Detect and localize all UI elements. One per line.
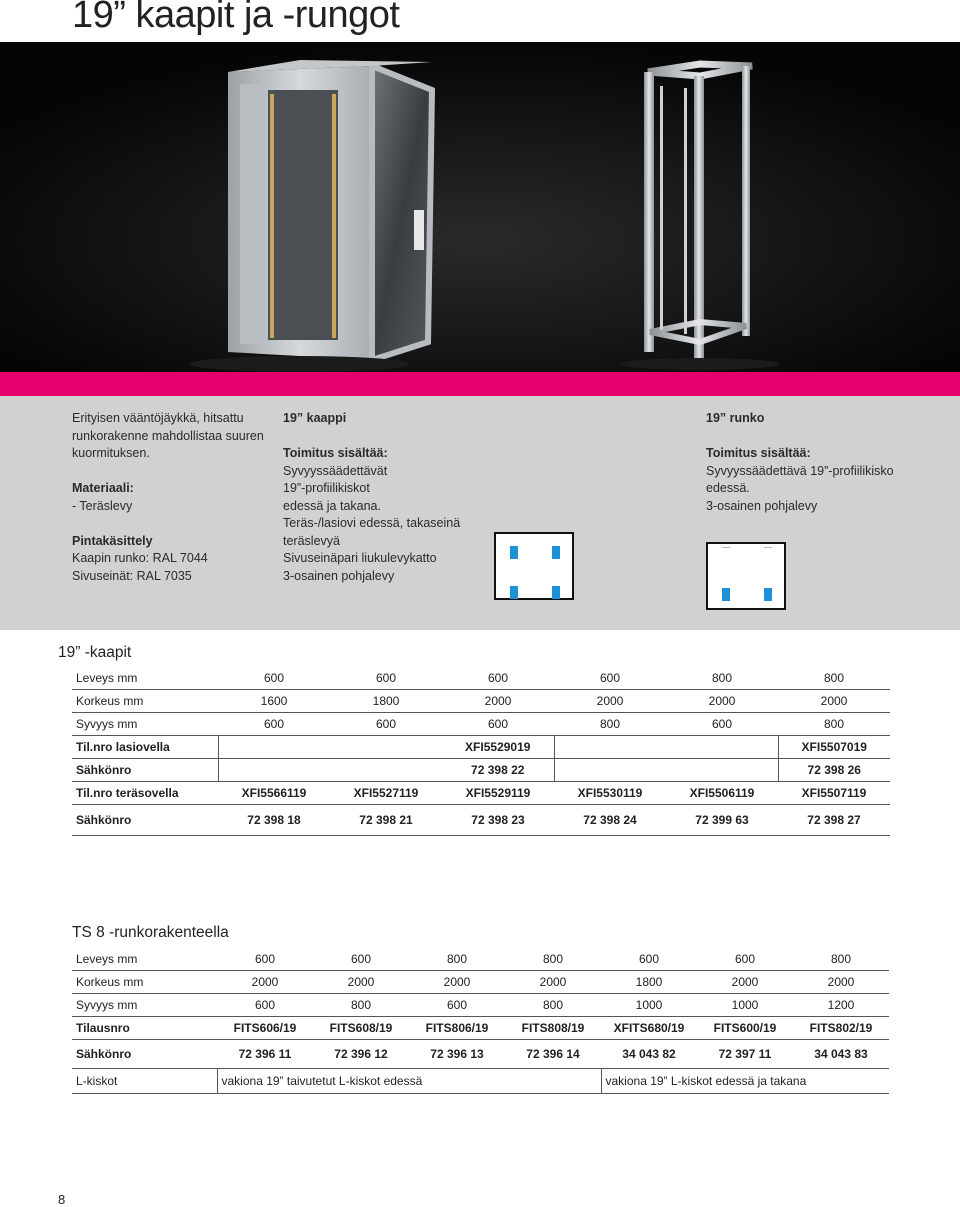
page-title: 19” kaapit ja -rungot	[72, 0, 400, 36]
table-cell: FITS600/19	[697, 1017, 793, 1040]
table-cell: 600	[666, 713, 778, 736]
row-label: Til.nro teräsovella	[72, 782, 218, 805]
table-cell: 1000	[697, 994, 793, 1017]
table-cell: FITS806/19	[409, 1017, 505, 1040]
symbol-square	[510, 586, 518, 599]
table-cell: 1000	[601, 994, 697, 1017]
table-cell: 600	[442, 713, 554, 736]
table-cell: XFI5529119	[442, 782, 554, 805]
table-row	[72, 713, 890, 736]
table-cell: FITS606/19	[217, 1017, 313, 1040]
table-cell: 600	[218, 667, 330, 690]
table-cell: 800	[505, 994, 601, 1017]
table-cell: 72 396 14	[505, 1040, 601, 1069]
table-row	[72, 690, 890, 713]
table-cell: XFI5530119	[554, 782, 666, 805]
cabinet-includes-heading: Toimitus sisältää:	[283, 446, 388, 460]
table-row	[72, 1040, 889, 1069]
table-cell: 2000	[778, 690, 890, 713]
table-cell: 72 398 26	[778, 759, 890, 782]
frame-base-symbol	[706, 542, 786, 610]
table-cell: 2000	[409, 971, 505, 994]
product-photo	[0, 42, 960, 372]
row-label: L-kiskot	[72, 1069, 217, 1094]
table-cell: 2000	[217, 971, 313, 994]
table-cell: 72 399 63	[666, 805, 778, 836]
table-row	[72, 1017, 889, 1040]
table-cell: 2000	[554, 690, 666, 713]
table-cell: 34 043 83	[793, 1040, 889, 1069]
intro-line: kuormituksen.	[72, 446, 150, 460]
table-cell: 72 396 11	[217, 1040, 313, 1069]
accent-bar	[0, 372, 960, 396]
frame-text	[706, 410, 894, 515]
table-cell: XFI5506119	[666, 782, 778, 805]
table-cell: 800	[313, 994, 409, 1017]
cabinet-line: Teräs-/lasiovi edessä, takaseinä	[283, 516, 461, 530]
row-label: Til.nro lasiovella	[72, 736, 218, 759]
table-cell: 600	[554, 667, 666, 690]
table-cell-empty	[218, 759, 442, 782]
surface-line: Kaapin runko: RAL 7044	[72, 551, 208, 565]
table-cell: 600	[313, 948, 409, 971]
table-cell: XFI5507119	[778, 782, 890, 805]
table-cell: 2000	[442, 690, 554, 713]
table-row	[72, 971, 889, 994]
table-cell: 1800	[330, 690, 442, 713]
table-cell: vakiona 19” L-kiskot edessä ja takana	[601, 1069, 889, 1094]
table-cell: 800	[505, 948, 601, 971]
surface-heading: Pintakäsittely	[72, 533, 153, 548]
cabinet-line: teräslevyä	[283, 533, 340, 548]
table-cell-empty	[218, 736, 442, 759]
intro-line: runkorakenne mahdollistaa suuren	[72, 428, 264, 443]
row-label: Syvyys mm	[72, 994, 217, 1017]
table-cell: 600	[697, 948, 793, 971]
table-cell: XFI5507019	[778, 736, 890, 759]
intro-text	[72, 410, 264, 585]
table2-title: TS 8 -runkorakenteella	[72, 924, 229, 941]
material-heading: Materiaali:	[72, 481, 134, 495]
symbol-square	[764, 588, 772, 601]
table-cell: 2000	[505, 971, 601, 994]
symbol-square	[552, 586, 560, 599]
table-cell: 800	[554, 713, 666, 736]
table-cell: 800	[409, 948, 505, 971]
cabinet-text	[283, 410, 460, 585]
table-cell: 600	[601, 948, 697, 971]
table1-title: 19” -kaapit	[58, 644, 132, 661]
table-cell: 72 398 22	[442, 759, 554, 782]
table-row	[72, 805, 890, 836]
row-label: Sähkönro	[72, 1040, 217, 1069]
table-cell: 600	[330, 667, 442, 690]
table-cell: FITS802/19	[793, 1017, 889, 1040]
row-label: Tilausnro	[72, 1017, 217, 1040]
row-label: Sähkönro	[72, 759, 218, 782]
frame-line: 3-osainen pohjalevy	[706, 498, 818, 513]
cabinet-line: 19”-profiilikiskot	[283, 481, 370, 495]
table-row	[72, 994, 889, 1017]
table-cell: 800	[793, 948, 889, 971]
symbol-square	[510, 546, 518, 559]
table-cell: XFI5566119	[218, 782, 330, 805]
row-label: Syvyys mm	[72, 713, 218, 736]
table-cell: 72 398 27	[778, 805, 890, 836]
intro-line: Erityisen vääntöjäykkä, hitsattu	[72, 411, 244, 425]
table-cell: 800	[778, 667, 890, 690]
cabinets-table	[72, 667, 890, 836]
table-cell: FITS808/19	[505, 1017, 601, 1040]
material-value: - Teräslevy	[72, 498, 133, 513]
table-row	[72, 782, 890, 805]
table-cell: 72 398 21	[330, 805, 442, 836]
symbol-square	[552, 546, 560, 559]
table-cell: 600	[218, 713, 330, 736]
frame-heading: 19” runko	[706, 411, 765, 425]
cabinet-line: 3-osainen pohjalevy	[283, 568, 395, 583]
frame-line: edessä.	[706, 481, 750, 495]
table-row	[72, 736, 890, 759]
table-cell: 72 397 11	[697, 1040, 793, 1069]
page-number: 8	[58, 1192, 66, 1207]
table-cell: 600	[330, 713, 442, 736]
table-cell: 2000	[697, 971, 793, 994]
row-label: Korkeus mm	[72, 971, 217, 994]
frames-table	[72, 948, 889, 1094]
table-row	[72, 759, 890, 782]
row-label: Sähkönro	[72, 805, 218, 836]
cabinet-line: Sivuseinäpari liukulevykatto	[283, 551, 437, 565]
table-row	[72, 948, 889, 971]
table-cell: 2000	[666, 690, 778, 713]
symbol-square	[722, 588, 730, 601]
row-label: Leveys mm	[72, 667, 218, 690]
table-cell: 72 396 12	[313, 1040, 409, 1069]
table-cell: 1200	[793, 994, 889, 1017]
symbol-tick	[722, 547, 730, 548]
table-cell: XFI5527119	[330, 782, 442, 805]
table-cell-empty	[554, 736, 778, 759]
table-cell: 600	[409, 994, 505, 1017]
table-row	[72, 667, 890, 690]
table-cell: XFI5529019	[442, 736, 554, 759]
table-cell: XFITS680/19	[601, 1017, 697, 1040]
cabinet-heading: 19” kaappi	[283, 411, 347, 425]
table-cell: 34 043 82	[601, 1040, 697, 1069]
table-cell: 600	[217, 994, 313, 1017]
cabinet-line: edessä ja takana.	[283, 498, 381, 513]
table-row	[72, 1069, 889, 1094]
frame-line: Syvyyssäädettävä 19”-profiilikisko	[706, 463, 894, 478]
cabinet-base-symbol	[494, 532, 574, 600]
table-cell: 72 398 24	[554, 805, 666, 836]
table-cell: 800	[666, 667, 778, 690]
table-cell: 72 396 13	[409, 1040, 505, 1069]
surface-line: Sivuseinät: RAL 7035	[72, 568, 192, 583]
table-cell: 2000	[793, 971, 889, 994]
row-label: Leveys mm	[72, 948, 217, 971]
table-cell: 72 398 23	[442, 805, 554, 836]
symbol-tick	[764, 547, 772, 548]
frame-includes-heading: Toimitus sisältää:	[706, 446, 811, 460]
row-label: Korkeus mm	[72, 690, 218, 713]
table-cell-empty	[554, 759, 778, 782]
table-cell: 1600	[218, 690, 330, 713]
table-cell: 1800	[601, 971, 697, 994]
table-cell: 800	[778, 713, 890, 736]
table-cell: FITS608/19	[313, 1017, 409, 1040]
table-cell: 2000	[313, 971, 409, 994]
table-cell: 72 398 18	[218, 805, 330, 836]
table-cell: 600	[217, 948, 313, 971]
table-cell: 600	[442, 667, 554, 690]
cabinet-line: Syvyyssäädettävät	[283, 463, 388, 478]
cabinet-and-frame-image	[0, 42, 960, 372]
table-cell: vakiona 19” taivutetut L-kiskot edessä	[217, 1069, 601, 1094]
